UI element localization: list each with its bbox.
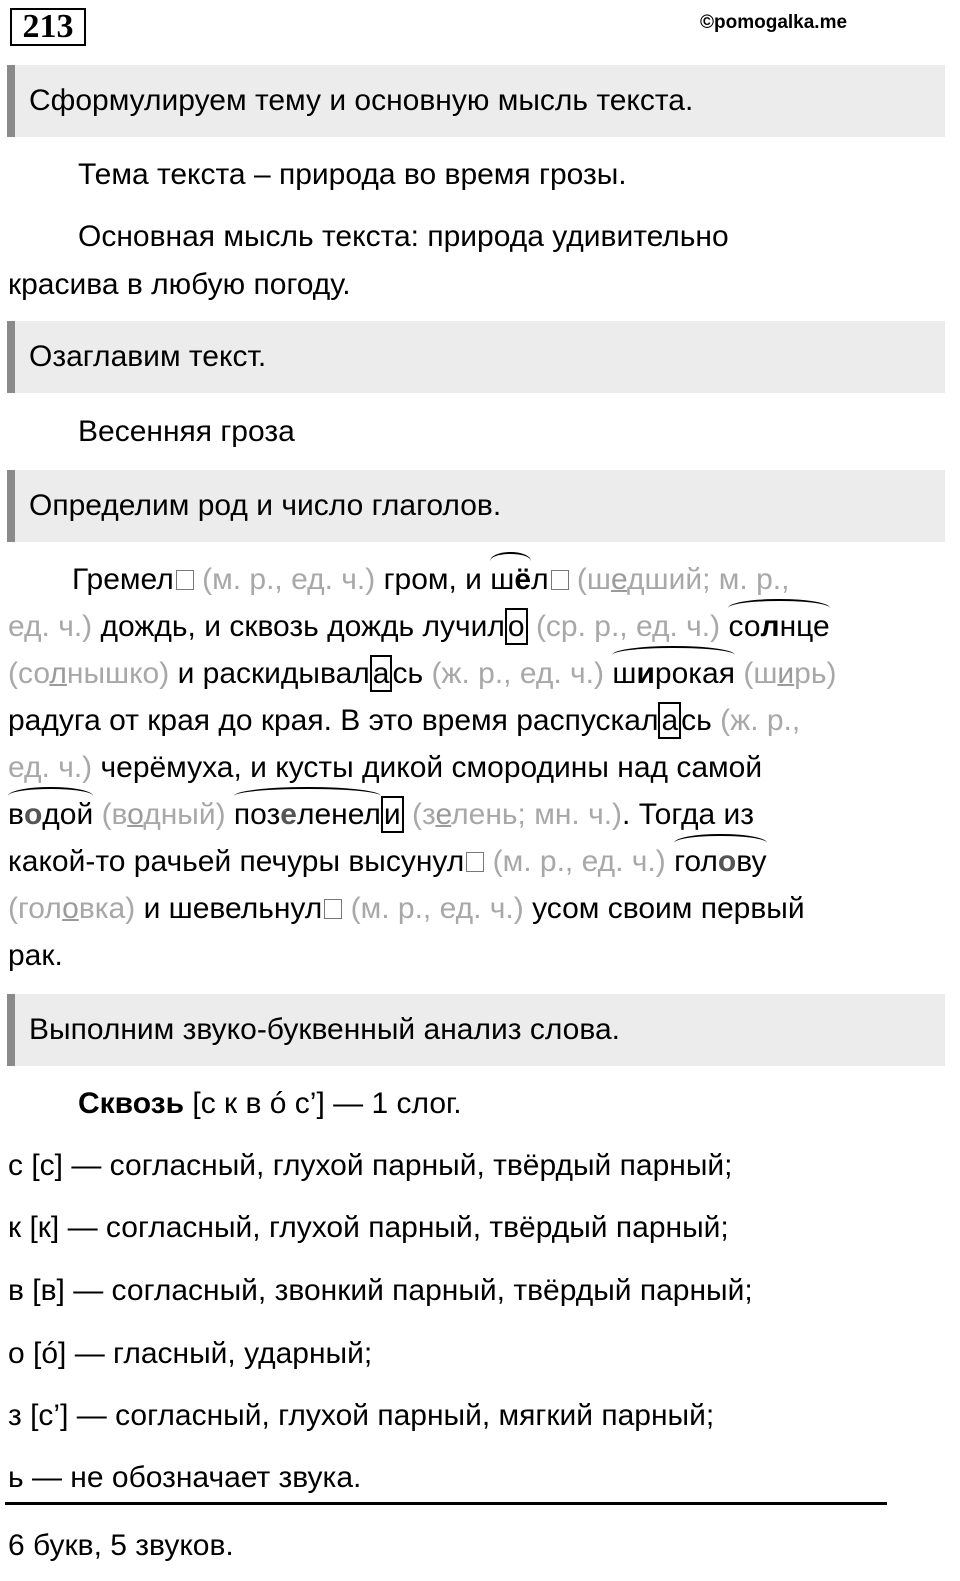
note: (ж. р., [720,704,801,737]
check-word: (зелень; мн. ч.) [412,798,623,831]
analysis-word-line [78,1086,462,1122]
verbs-line-4 [8,703,800,739]
note: (м. р., ед. ч.) [492,845,666,878]
note: (м. р., ед. ч.) [202,563,376,596]
task-number: 213 [10,8,86,46]
word: какой-то рачьей печуры высунул [8,845,465,878]
word: радуга от края до края. В это время распускал [8,704,659,737]
verbs-line-8 [8,891,805,927]
check-word: (водный) [101,798,226,831]
word: и раскидывал [177,657,370,690]
verbs-line-1 [72,562,789,598]
analysis-line: к [к] — согласный, глухой парный, твёрдый парный; [8,1211,729,1244]
note: (м. р., ед. ч.) [350,892,524,925]
verbs-line-7 [8,844,767,880]
word: гром, и [383,563,482,596]
check-word: (солнышко) [8,657,170,690]
analysis-summary: 6 букв, 5 звуков. [8,1529,234,1562]
verbs-line-6 [8,797,754,833]
analysis-line: в [в] — согласный, звонкий парный, твёрдый парный; [8,1274,753,1307]
verbs-line-2 [8,609,830,645]
analysis-line: о [ó] — гласный, ударный; [8,1337,373,1370]
word: сь [681,704,712,737]
analysis-line: з [с’] — согласный, глухой парный, мягкий парный; [8,1399,715,1432]
word: . Тогда из [622,798,754,831]
verbs-line-5 [8,750,762,786]
word: дождь, и сквозь дождь лучил [100,610,505,643]
ending-box: а [658,702,681,739]
idea-line-2: красива в любую погоду. [8,268,351,301]
ending-box: а [370,655,393,692]
verbs-line-9: рак. [8,939,63,972]
ending-box: и [381,796,404,833]
word: усом своим первый [532,892,805,925]
ending-box-empty [324,899,342,919]
note: ед. ч.) [8,610,93,643]
site-watermark: ©pomogalka.me [700,12,848,33]
check-word: (головка) [8,892,136,925]
analysis-line: ь — не обозначает звука. [8,1461,362,1494]
root-arc-word: голову [674,845,767,878]
word: и шевельнул [143,892,323,925]
divider-line [5,1502,887,1505]
word: сь [392,657,424,690]
section-header-title: Озаглавим текст. [7,321,945,393]
theme-text: Тема текста – природа во время грозы. [78,158,627,191]
section-header-theme: Сформулируем тему и основную мысль текста. [7,65,945,137]
analysis-line: с [с] — согласный, глухой парный, твёрдый парный; [8,1149,733,1182]
root-arc-word: шё [490,563,532,596]
note: (ср. р., ед. ч.) [535,610,721,643]
analysis-word: Сквозь [78,1087,185,1120]
check-word: (ширь) [743,657,837,690]
root-arc-word: солнце [728,610,830,643]
text-title: Весенняя гроза [78,415,295,448]
ending-box: о [505,608,528,645]
word: л [531,563,549,596]
ending-box-empty [551,570,569,590]
word: Гремел [72,563,174,596]
transcription: [с к в ó с’] — 1 слог. [192,1087,462,1120]
ending-box-empty [466,852,484,872]
section-header-analysis: Выполним звуко-буквенный анализ слова. [7,994,945,1066]
word: черёмуха, и кусты дикой смородины над самой [100,751,763,784]
verbs-line-3 [8,656,836,692]
idea-line-1: Основная мысль текста: природа удивительно [78,220,729,253]
section-header-verbs: Определим род и число глаголов. [7,470,945,542]
note: (ж. р., ед. ч.) [431,657,605,690]
check-word: (шедший; м. р., [576,563,790,596]
root-arc-word: позеленел [233,798,381,831]
note: ед. ч.) [8,751,93,784]
root-arc-word: водой [8,798,94,831]
ending-box-empty [176,570,194,590]
root-arc-word: широкая [612,657,735,690]
